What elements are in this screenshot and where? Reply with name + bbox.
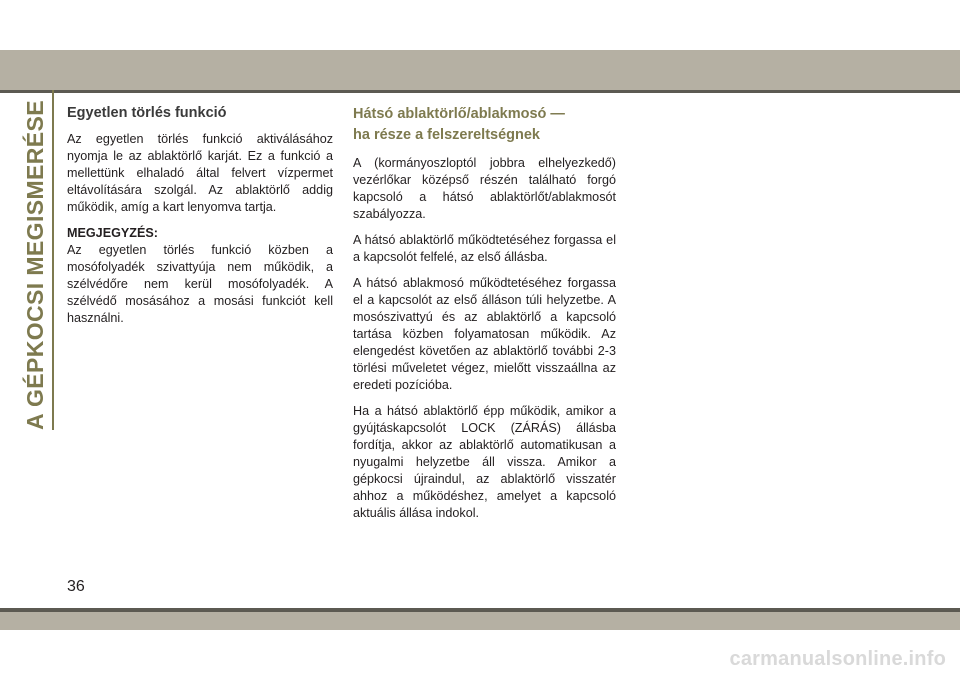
rear-wiper-paragraph-2: A hátsó ablaktörlő működtetéséhez forgassa el a kapcsolót felfelé, az első állásba. — [353, 233, 616, 264]
rear-wiper-heading-line2: ha része a felszereltségnek — [353, 127, 540, 143]
header-rule — [0, 90, 960, 93]
header-band — [0, 50, 960, 90]
rear-wiper-paragraph-3: A hátsó ablakmosó működtetéséhez forgassa el a kapcsolót az első álláson túli helyzetbe. A mosószivattyú és az ablaktörlő a kapcsoló tartása közben folyamatosan működik. Az elengedést követően az ablaktörlő további 2-3 törlési műveletet végez, mielőtt visszaállna az eredeti pozícióba. — [353, 276, 616, 392]
left-column — [67, 104, 333, 327]
rear-wiper-heading-line1: Hátsó ablaktörlő/ablakmosó — — [353, 106, 565, 122]
single-wipe-heading: Egyetlen törlés funkció — [67, 105, 227, 121]
section-side-label: A GÉPKOCSI MEGISMERÉSE — [16, 90, 54, 430]
rear-wiper-paragraph-1: A (kormányoszloptól jobbra elhelyezkedő) vezérlőkar középső részén található forgó kapcsoló a hátsó ablaktörlőt/ablakmosót szabályozza. — [353, 156, 616, 221]
note-body: Az egyetlen törlés funkció közben a mosófolyadék szivattyúja nem működik, a szélvédőre nem kerül mosófolyadék. A szélvédő mosásához a mosási funkciót kell használni. — [67, 243, 333, 325]
note-title: MEGJEGYZÉS: — [67, 226, 158, 240]
rear-wiper-paragraph-4: Ha a hátsó ablaktörlő épp működik, amikor a gyújtáskapcsolót LOCK (ZÁRÁS) állásba fordítja, akkor az ablaktörlő automatikusan a nyugalmi helyzetbe áll vissza. Amikor a gépkocsi újraindul, az ablaktörlő visszatér ahhoz a működéshez, amelyet a kapcsoló aktuális állása indokol. — [353, 404, 616, 520]
single-wipe-paragraph: Az egyetlen törlés funkció aktiválásához nyomja le az ablaktörlő karját. Ez a funkció a mellettünk elhaladó által felvert vízpermet eltávolítására szolgál. Az ablaktörlő addig működik, amíg a kart lenyomva tartja. — [67, 132, 333, 214]
rear-wiper-heading — [353, 104, 616, 146]
footer-band — [0, 612, 960, 630]
right-column — [353, 104, 616, 531]
page-number: 36 — [67, 578, 85, 595]
watermark: carmanualsonline.info — [729, 648, 946, 670]
